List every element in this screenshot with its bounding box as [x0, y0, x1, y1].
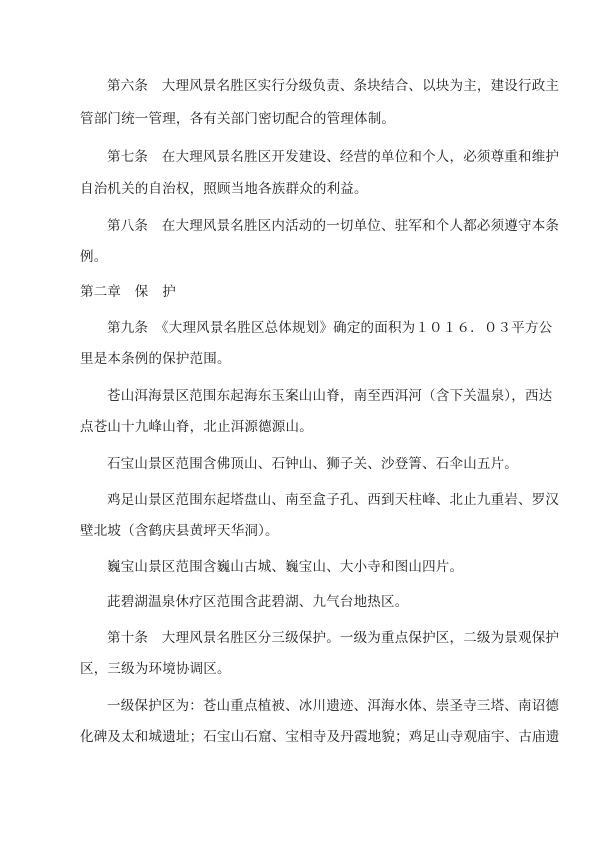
weibaoshan-line: 巍宝山景区范围含巍山古城、巍宝山、大小寺和图山四片。 [107, 559, 464, 575]
article-10-line-2: 区，三级为环境协调区。 [80, 661, 231, 677]
chapter-2-heading: 第二章 保 护 [80, 284, 176, 300]
shibaoshan-line: 石宝山景区范围含佛顶山、石钟山、狮子关、沙登箐、石伞山五片。 [107, 456, 518, 472]
jizushan-line-2: 壁北坡（含鹤庆县黄坪天华洞）。 [80, 523, 279, 539]
article-6-line-2: 管部门统一管理，各有关部门密切配合的管理体制。 [80, 111, 396, 127]
article-7-line-1: 第七条 在大理风景名胜区开发建设、经营的单位和个人，必须尊重和维护 [107, 149, 560, 165]
cibihu-line: 茈碧湖温泉休疗区范围含茈碧湖、九气台地热区。 [107, 594, 409, 610]
level-1-zone-line-2: 化碑及太和城遗址；石宝山石窟、宝相寺及丹霞地貌；鸡足山寺观庙宇、古庙遗 [80, 729, 560, 745]
article-7-line-2: 自治机关的自治权，照顾当地各族群众的利益。 [80, 181, 368, 197]
article-9-line-1: 第九条 《大理风景名胜区总体规划》确定的面积为１０１６．０３平方公 [107, 320, 553, 336]
cangshan-erhai-line-2: 点苍山十九峰山脊，北止洱源德源山。 [80, 419, 313, 435]
article-8-line-1: 第八条 在大理风景名胜区内活动的一切单位、驻军和个人都必须遵守本条 [107, 218, 560, 234]
level-1-zone-line-1: 一级保护区为：苍山重点植被、冰川遗迹、洱海水体、崇圣寺三塔、南诏德 [107, 698, 560, 714]
article-10-line-1: 第十条 大理风景名胜区分三级保护。一级为重点保护区，二级为景观保护 [107, 630, 560, 646]
jizushan-line-1: 鸡足山景区范围东起塔盘山、南至盒子孔、西到天柱峰、北止九重岩、罗汉 [107, 492, 560, 508]
article-6-line-1: 第六条 大理风景名胜区实行分级负责、条块结合、以块为主，建设行政主 [107, 78, 560, 94]
article-8-line-2: 例。 [80, 249, 108, 265]
cangshan-erhai-line-1: 苍山洱海景区范围东起海东玉案山山脊，南至西洱河（含下关温泉），西达 [107, 388, 553, 404]
article-9-line-2: 里是本条例的保护范围。 [80, 351, 231, 367]
